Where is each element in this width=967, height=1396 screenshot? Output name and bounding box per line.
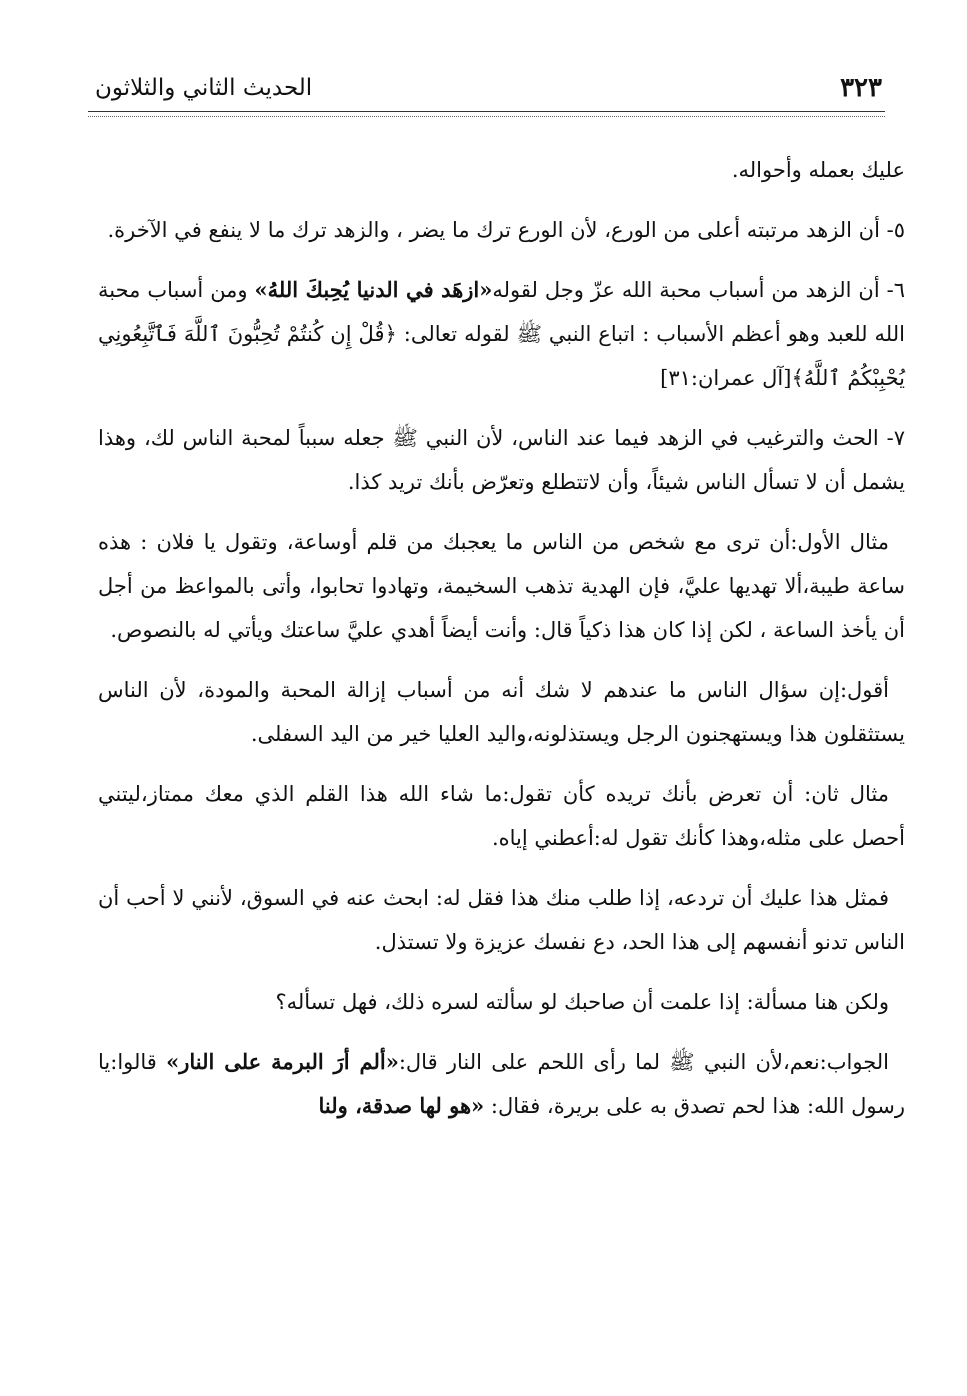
paragraph-text: ومن أسباب محبة الله للعبد وهو أعظم الأسباب : اتباع النبي ﷺ لقوله تعالى: ﴿قُلْ إِن كُنتُمْ تُحِبُّونَ ٱللَّهَ فَٱتَّبِعُونِي يُحْبِبْكُمُ ٱللَّهُ﴾[آل عمران:٣١]	[98, 278, 905, 390]
page-number: ٣٢٣	[840, 73, 882, 103]
paragraph-point-6	[98, 268, 905, 400]
paragraph-point-5: ٥- أن الزهد مرتبته أعلى من الورع، لأن الورع ترك ما يضر ، والزهد ترك ما لا ينفع في الآخرة.	[107, 218, 905, 242]
paragraph-answer	[98, 1040, 905, 1128]
hadith-quote: «هو لها صدقة، ولنا	[318, 1093, 485, 1118]
paragraph-comment: أقول:إن سؤال الناس ما عندهم لا شك أنه من أسباب إزالة المحبة والمودة، لأن الناس يستثقلون هذا ويستهجنون الرجل ويستذلونه،واليد العليا خير من اليد السفلى.	[98, 678, 905, 746]
running-title: الحديث الثاني والثلاثون	[95, 75, 313, 101]
body-text	[98, 148, 905, 1144]
paragraph-advice: فمثل هذا عليك أن تردعه، إذا طلب منك هذا فقل له: ابحث عنه في السوق، لأنني لا أحب أن الناس تدنو أنفسهم إلى هذا الحد، دع نفسك عزيزة ولا تستذل.	[98, 886, 905, 954]
paragraph-continuation: عليك بعمله وأحواله.	[731, 158, 905, 182]
paragraph-text: الجواب:نعم،لأن النبي ﷺ لما رأى اللحم على النار قال:	[398, 1050, 889, 1074]
paragraph-point-7: ٧- الحث والترغيب في الزهد فيما عند الناس، لأن النبي ﷺ جعله سبباً لمحبة الناس لك، وهذا يشمل أن لا تسأل الناس شيئاً، وأن لاتتطلع وتعرّض بأنك تريد كذا.	[98, 426, 905, 494]
paragraph-question: ولكن هنا مسألة: إذا علمت أن صاحبك لو سألته لسره ذلك، فهل تسأله؟	[275, 990, 889, 1014]
hadith-quote: «ألم أرَ البرمة على النار»	[166, 1049, 399, 1074]
header-rule	[88, 111, 885, 112]
paragraph-example-2: مثال ثان: أن تعرض بأنك تريده كأن تقول:ما شاء الله هذا القلم الذي معك ممتاز،ليتني أحصل على مثله،وهذا كأنك تقول له:أعطني إياه.	[98, 782, 905, 850]
header-rule-dotted	[88, 116, 885, 117]
paragraph-text: ٦- أن الزهد من أسباب محبة الله عزّ وجل لقوله	[492, 278, 905, 302]
paragraph-example-1: مثال الأول:أن ترى مع شخص من الناس ما يعجبك من قلم أوساعة، وتقول يا فلان : هذه ساعة طيبة،ألا تهديها عليَّ، فإن الهدية تذهب السخيمة، وتهادوا تحابوا، وأتى بالمواعظ من أجل أن يأخذ الساعة ، لكن إذا كان هذا ذكياً قال: وأنت أيضاً أهدي عليَّ ساعتك ويأتي له بالنصوص.	[98, 530, 905, 642]
page-header	[95, 70, 882, 106]
hadith-quote: «ازهَد في الدنيا يُحِبكَ اللهُ»	[254, 277, 493, 302]
paragraph-text: قالوا:يا رسول الله: هذا لحم تصدق به على بريرة، فقال:	[98, 1050, 905, 1118]
